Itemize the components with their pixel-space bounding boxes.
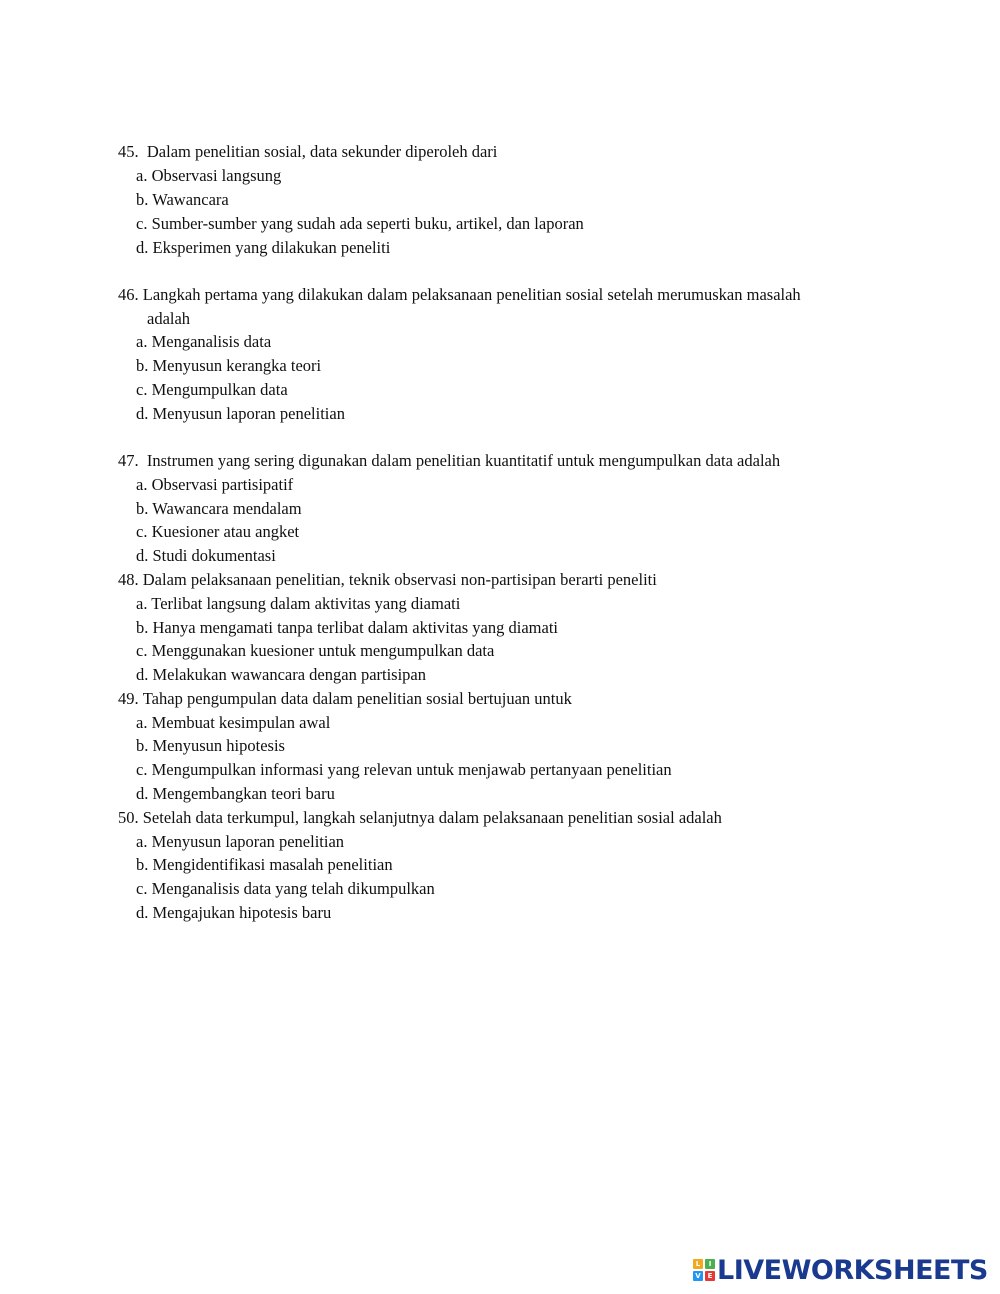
option-d[interactable]: d. Melakukan wawancara dengan partisipan <box>136 665 427 684</box>
question-stem <box>118 687 572 711</box>
option-a[interactable]: a. Observasi langsung <box>136 166 282 185</box>
question-stem <box>118 449 780 473</box>
question-number: 50. <box>118 808 139 827</box>
question-number: 48. <box>118 570 139 589</box>
question-number: 45. <box>118 142 139 161</box>
question-text: Langkah pertama yang dilakukan dalam pelaksanaan penelitian sosial setelah merumuskan masalah <box>142 285 801 304</box>
question-text: Dalam penelitian sosial, data sekunder diperoleh dari <box>146 142 498 161</box>
option-c[interactable]: c. Sumber-sumber yang sudah ada seperti buku, artikel, dan laporan <box>136 214 584 233</box>
question-text: Tahap pengumpulan data dalam penelitian sosial bertujuan untuk <box>142 689 572 708</box>
option-d[interactable]: d. Studi dokumentasi <box>136 546 276 565</box>
option-b[interactable]: b. Wawancara <box>136 190 229 209</box>
option-c[interactable]: c. Mengumpulkan informasi yang relevan untuk menjawab pertanyaan penelitian <box>136 760 672 779</box>
option-d[interactable]: d. Mengajukan hipotesis baru <box>136 903 332 922</box>
question-text-continued: adalah <box>147 309 191 328</box>
liveworksheets-logo <box>693 1254 988 1286</box>
question-stem <box>118 806 722 830</box>
option-c[interactable]: c. Menganalisis data yang telah dikumpulkan <box>136 879 435 898</box>
option-b[interactable]: b. Menyusun hipotesis <box>136 736 285 755</box>
question-stem <box>118 283 801 307</box>
logo-text: LIVEWORKSHEETS <box>717 1254 988 1286</box>
logo-mark-tile: V <box>693 1271 703 1281</box>
option-a[interactable]: a. Terlibat langsung dalam aktivitas yang diamati <box>136 594 461 613</box>
logo-mark-tile: E <box>705 1271 715 1281</box>
option-d[interactable]: d. Menyusun laporan penelitian <box>136 404 345 423</box>
question-text: Dalam pelaksanaan penelitian, teknik observasi non-partisipan berarti peneliti <box>142 570 657 589</box>
question-number: 47. <box>118 451 139 470</box>
option-b[interactable]: b. Mengidentifikasi masalah penelitian <box>136 855 393 874</box>
option-b[interactable]: b. Wawancara mendalam <box>136 499 302 518</box>
question-text: Setelah data terkumpul, langkah selanjutnya dalam pelaksanaan penelitian sosial adalah <box>142 808 722 827</box>
question-number: 49. <box>118 689 139 708</box>
option-b[interactable]: b. Menyusun kerangka teori <box>136 356 322 375</box>
option-a[interactable]: a. Membuat kesimpulan awal <box>136 713 331 732</box>
option-a[interactable]: a. Menyusun laporan penelitian <box>136 832 345 851</box>
logo-mark-tile: I <box>705 1259 715 1269</box>
option-c[interactable]: c. Menggunakan kuesioner untuk mengumpulkan data <box>136 641 495 660</box>
question-text: Instrumen yang sering digunakan dalam penelitian kuantitatif untuk mengumpulkan data adalah <box>146 451 781 470</box>
option-d[interactable]: d. Mengembangkan teori baru <box>136 784 335 803</box>
question-stem <box>118 568 657 592</box>
option-a[interactable]: a. Menganalisis data <box>136 332 272 351</box>
option-d[interactable]: d. Eksperimen yang dilakukan peneliti <box>136 238 391 257</box>
option-a[interactable]: a. Observasi partisipatif <box>136 475 294 494</box>
logo-mark-tile: L <box>693 1259 703 1269</box>
logo-mark-icon <box>693 1259 715 1281</box>
question-number: 46. <box>118 285 139 304</box>
option-c[interactable]: c. Kuesioner atau angket <box>136 522 300 541</box>
option-b[interactable]: b. Hanya mengamati tanpa terlibat dalam aktivitas yang diamati <box>136 618 558 637</box>
question-stem <box>118 140 497 164</box>
option-c[interactable]: c. Mengumpulkan data <box>136 380 288 399</box>
